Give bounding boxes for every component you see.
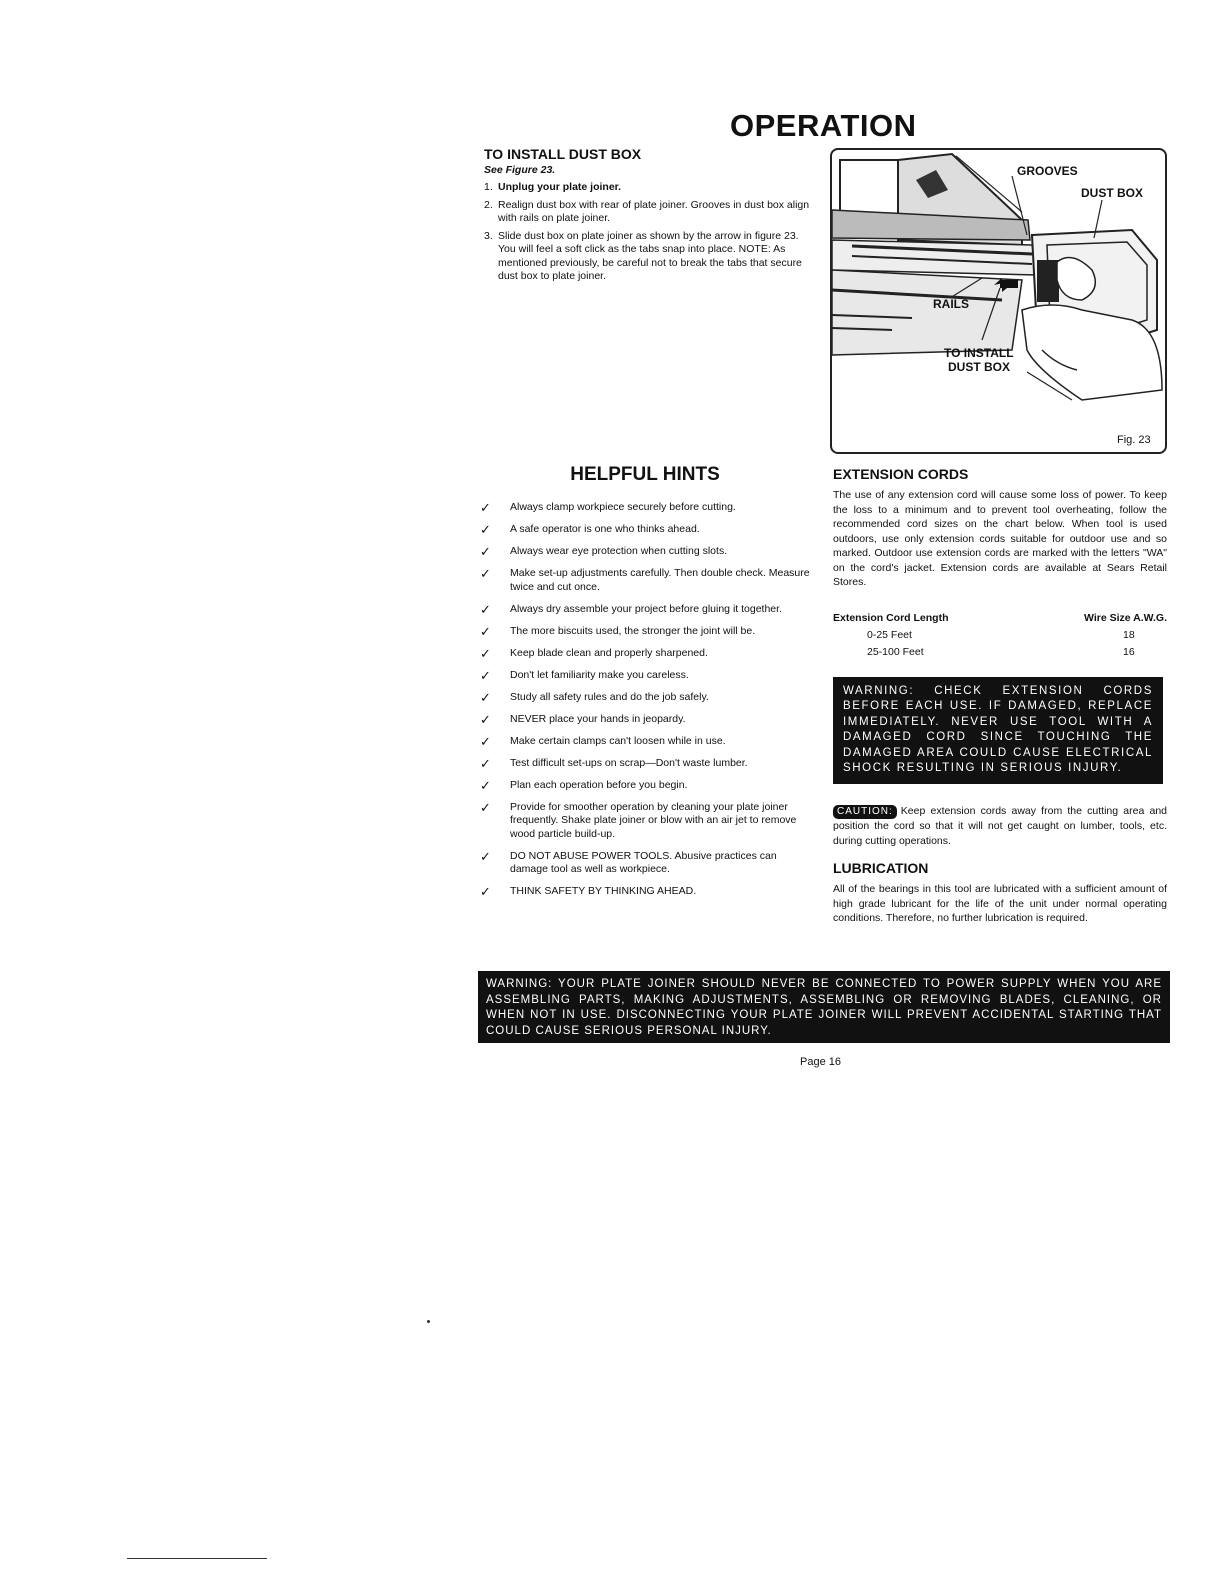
hint-item xyxy=(480,669,816,683)
stray-mark xyxy=(427,1320,430,1323)
extension-body: The use of any extension cord will cause some loss of power. To keep the loss to a minimum and to prevent tool overheating, follow the recommended cord sizes on the chart below. When tool is used outdoors, use only extension cords suitable for outdoor use and so marked. Outdoor use extension cords are marked with the letters "WA" on the cord's jacket. Extension cords are available at Sears Retail Stores. xyxy=(833,489,1167,588)
check-icon: ✓ xyxy=(480,711,491,727)
cord-table-col-length: Extension Cord Length xyxy=(833,611,949,624)
step-text: Unplug your plate joiner. xyxy=(498,181,622,193)
footer-rule xyxy=(127,1558,267,1559)
hint-text: The more biscuits used, the stronger the joint will be. xyxy=(510,624,756,637)
hint-text: Study all safety rules and do the job safely. xyxy=(510,690,709,703)
step-number: 3. xyxy=(484,229,493,242)
hint-item xyxy=(480,625,816,639)
hint-item xyxy=(480,691,816,705)
check-icon: ✓ xyxy=(480,522,491,537)
hint-item xyxy=(480,735,816,749)
lubrication-heading: LUBRICATION xyxy=(833,860,929,876)
extension-heading: EXTENSION CORDS xyxy=(833,466,969,482)
hint-text: NEVER place your hands in jeopardy. xyxy=(510,712,686,725)
hints-heading: HELPFUL HINTS xyxy=(570,464,720,485)
check-icon: ✓ xyxy=(480,601,491,617)
hint-item xyxy=(480,757,816,771)
step-number: 1. xyxy=(484,181,493,193)
hint-text: Always wear eye protection when cutting slots. xyxy=(510,545,728,557)
hint-text: Provide for smoother operation by cleaning your plate joiner frequently. Shake plate joiner or blow with an air jet to remove wood particle build-up. xyxy=(510,800,797,840)
check-icon: ✓ xyxy=(480,755,491,771)
install-step xyxy=(484,181,810,195)
cord-table-col-size: Wire Size A.W.G. xyxy=(1084,611,1167,624)
hint-text: Don't let familiarity make you careless. xyxy=(510,668,689,681)
page-title: OPERATION xyxy=(730,108,917,143)
label-rails: RAILS xyxy=(933,297,969,311)
check-icon: ✓ xyxy=(480,566,491,581)
cord-table-row xyxy=(833,644,1167,661)
install-steps xyxy=(484,181,810,284)
caution-label: CAUTION: xyxy=(833,805,897,820)
bottom-warning: WARNING: YOUR PLATE JOINER SHOULD NEVER BE CONNECTED TO POWER SUPPLY WHEN YOU ARE ASSEMBLING PARTS, MAKING ADJUSTMENTS, ASSEMBLING OR REMOVING BLADES, CLEANING, OR WHEN NOT IN USE. DISCONNECTING YOUR PLATE JOINER WILL PREVENT ACCIDENTAL STARTING THAT COULD CAUSE SERIOUS PERSONAL INJURY. xyxy=(478,971,1170,1043)
figure-caption: Fig. 23 xyxy=(1117,434,1151,446)
figure-23 xyxy=(830,148,1167,454)
hint-item xyxy=(480,545,816,559)
hint-item xyxy=(480,567,816,594)
label-grooves: GROOVES xyxy=(1017,164,1078,178)
hint-text: Always dry assemble your project before gluing it together. xyxy=(510,602,782,615)
caution-text: Keep extension cords away from the cutting area and position the cord so that it will not get caught on lumber, tools, etc. during cutting operations. xyxy=(833,804,1167,847)
hint-item xyxy=(480,801,816,842)
wire-size: 18 xyxy=(1123,628,1135,641)
hint-text: Make certain clamps can't loosen while in use. xyxy=(510,734,726,747)
install-step xyxy=(484,199,810,226)
label-to-install: TO INSTALL xyxy=(944,346,1014,360)
extension-warning: WARNING: CHECK EXTENSION CORDS BEFORE EACH USE. IF DAMAGED, REPLACE IMMEDIATELY. NEVER USE TOOL WITH A DAMAGED CORD SINCE TOUCHING THE DAMAGED AREA COULD CAUSE ELECTRICAL SHOCK RESULTING IN SERIOUS INJURY. xyxy=(833,677,1163,784)
cord-length: 25-100 Feet xyxy=(867,645,924,658)
hint-text: Test difficult set-ups on scrap—Don't waste lumber. xyxy=(510,756,748,769)
page-number: Page 16 xyxy=(800,1056,841,1068)
cord-length: 0-25 Feet xyxy=(867,628,912,641)
hint-text: Always clamp workpiece securely before cutting. xyxy=(510,501,736,513)
hint-item xyxy=(480,713,816,727)
install-step xyxy=(484,230,810,284)
check-icon: ✓ xyxy=(480,544,491,559)
hint-text: Plan each operation before you begin. xyxy=(510,778,688,791)
install-heading: TO INSTALL DUST BOX xyxy=(484,146,642,162)
wire-size: 16 xyxy=(1123,645,1135,658)
hints-section xyxy=(480,501,816,907)
hint-text: Keep blade clean and properly sharpened. xyxy=(510,646,708,659)
hint-item xyxy=(480,885,816,899)
check-icon: ✓ xyxy=(480,623,491,639)
install-section xyxy=(484,146,810,288)
check-icon: ✓ xyxy=(480,645,491,661)
cord-table-header xyxy=(833,610,1167,627)
cord-table-row xyxy=(833,627,1167,644)
check-icon: ✓ xyxy=(480,777,491,793)
step-text: Slide dust box on plate joiner as shown by the arrow in figure 23. You will feel a soft click as the tabs snap into place. NOTE: As mentioned previously, be careful not to break the tabs that secure dust box to plate joiner. xyxy=(498,229,802,282)
hint-item xyxy=(480,523,816,537)
hint-item xyxy=(480,647,816,661)
hint-item xyxy=(480,501,816,515)
lubrication-body: All of the bearings in this tool are lubricated with a sufficient amount of high grade lubricant for the life of the unit under normal operating conditions. Therefore, no further lubrication is required. xyxy=(833,883,1167,924)
hint-text: THINK SAFETY BY THINKING AHEAD. xyxy=(510,885,697,897)
check-icon: ✓ xyxy=(480,884,491,899)
check-icon: ✓ xyxy=(480,689,491,705)
install-subheading: See Figure 23. xyxy=(484,164,556,176)
check-icon: ✓ xyxy=(480,799,491,815)
hint-text: DO NOT ABUSE POWER TOOLS. Abusive practices can damage tool as well as workpiece. xyxy=(510,849,777,875)
step-text: Realign dust box with rear of plate joiner. Grooves in dust box align with rails on plate joiner. xyxy=(498,198,810,224)
hint-text: Make set-up adjustments carefully. Then double check. Measure twice and cut once. xyxy=(510,567,810,593)
hint-item xyxy=(480,850,816,877)
cord-table-rows xyxy=(833,627,1167,661)
check-icon: ✓ xyxy=(480,500,491,515)
check-icon: ✓ xyxy=(480,733,491,749)
caution-paragraph xyxy=(833,804,1167,849)
step-number: 2. xyxy=(484,198,493,211)
hints-list xyxy=(480,501,816,899)
hint-item xyxy=(480,603,816,617)
label-dust-box: DUST BOX xyxy=(1081,186,1144,200)
check-icon: ✓ xyxy=(480,848,491,864)
cord-table xyxy=(833,610,1167,661)
label-to-install-dust-box: DUST BOX xyxy=(948,360,1011,374)
check-icon: ✓ xyxy=(480,667,491,683)
extension-section xyxy=(833,466,1167,926)
hint-item xyxy=(480,779,816,793)
hint-text: A safe operator is one who thinks ahead. xyxy=(510,523,700,535)
